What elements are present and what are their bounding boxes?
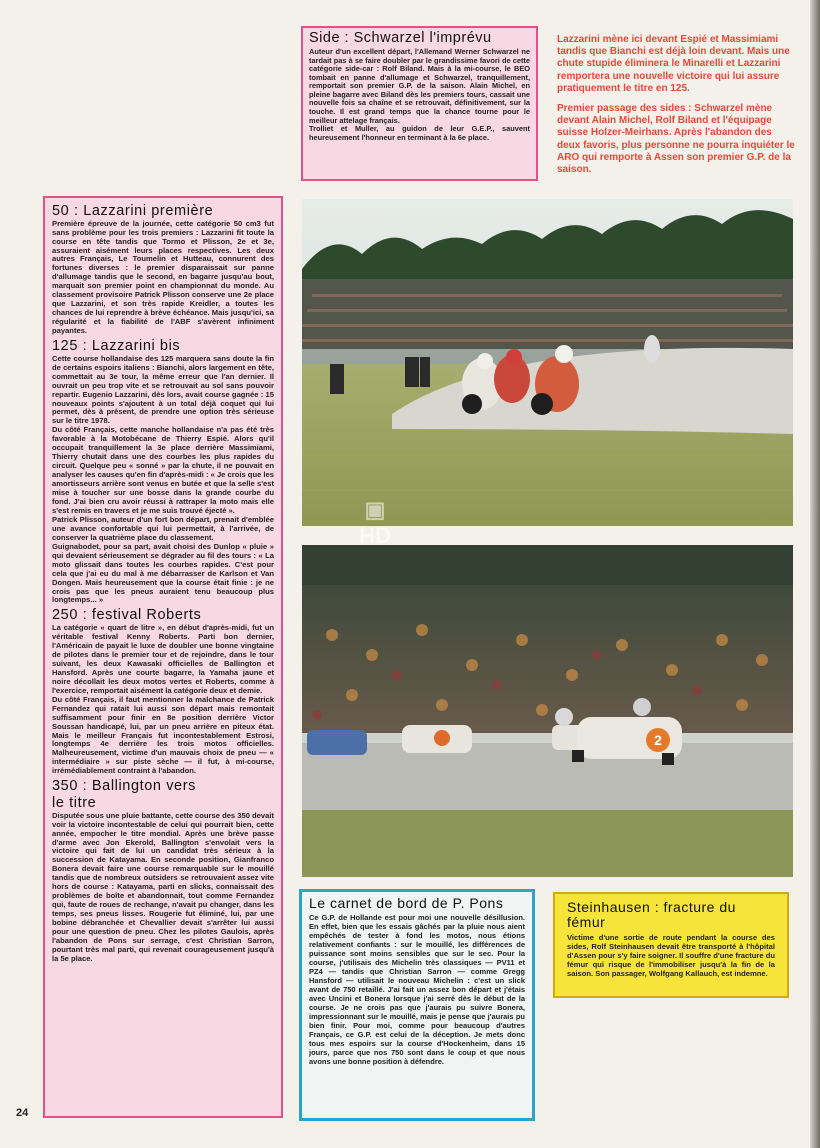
sidecar-number: 2 bbox=[654, 732, 662, 748]
paragraph: Guignabodet, pour sa part, avait choisi des Dunlop « pluie » qui devaient sérieusement se dégrader au fil des tours : « La moto glissait dans toutes les courbes rapides. C'est pour cela que j'ai eu du mal à me débarrasser de Karlson et Van Dongen. Mais heureusement que la course était finie : je ne crois pas que les pneus auraient tenu beaucoup plus longtemps... » bbox=[52, 541, 274, 605]
side-box-paragraph-2: Trolliet et Muller, au guidon de leur G.E.P., sauvent heureusement l'honneur en terminant à la 6e place. bbox=[309, 124, 530, 142]
photo-sidecar-race bbox=[302, 545, 793, 877]
paragraph: Du côté Français, il faut mentionner la malchance de Patrick Fernandez qui ratait lui aussi son départ mais remontait suffisamment pour finir en 8e position derrière Victor Soussan handicapé, lui, par un pneu arrière en piteux état. Mais le meilleur Français fut incontestablement Estrosi, longtemps 4e derrière les trois motos officielles. Malheureusement, victime d'un mauvais choix de pneu — « intermédiaire » sur piste sèche — il fut, à mi-course, irrémédiablement contraint à l'abandon. bbox=[52, 694, 274, 776]
page-number: 24 bbox=[16, 1107, 29, 1119]
photo-125-race-image bbox=[302, 199, 793, 526]
steinhausen-box-body: Victime d'une sortie de route pendant la course des sides, Rolf Steinhausen devait être transporté à l'hôpital d'Assen pour s'y faire soigner. Il souffre d'une fracture du fémur qui risque de l'immobiliser jusqu'à la fin de la saison. Son passager, Wolfgang Kallauch, est indemne. bbox=[567, 932, 775, 979]
side-schwarzel-box bbox=[301, 26, 538, 181]
paragraph: Du côté Français, cette manche hollandaise n'a pas été très favorable à la Motobécane de Thierry Espié. Alors qu'il occupait tranquillement la 3e place derrière Massimiami, Thierry chutait dans une des courbes les plus rapides du circuit. Quelque peu « sonné » par la chute, il ne pouvait en analyser les causes qu'en fin d'après-midi : « Je crois que les amortisseurs arrière sont venus en butée et que la selle s'est mise à toucher sur une bosse dans la grande courbe du fond. J'ai bien cru avoir réussi à rattraper la moto mais elle s'est remis en travers et je me suis trouvé éjecté ». bbox=[52, 425, 274, 515]
caption-top-photo: Lazzarini mène ici devant Espié et Massimiami tandis que Bianchi est déjà loin devant. Mais une chute stupide éliminera le Minarelli et Lazzarini remportera une nouvelle victoire qui lui assure pratiquement le titre en 125. bbox=[557, 34, 790, 94]
section-body-125 bbox=[52, 355, 274, 606]
pons-box-title: Le carnet de bord de P. Pons bbox=[309, 895, 504, 911]
photo-captions bbox=[557, 34, 795, 176]
page-edge-shadow bbox=[810, 0, 820, 1148]
watermark-logo: ▣ HD bbox=[359, 497, 391, 548]
side-box-title: Side : Schwarzel l'imprévu bbox=[309, 30, 492, 46]
pons-logbook-box bbox=[299, 889, 535, 1121]
section-title-50: 50 : Lazzarini première bbox=[52, 203, 214, 219]
paragraph: Patrick Plisson, auteur d'un fort bon départ, prenait d'emblée une avance confortable qui lui permettait, à l'arrivée, de conserver la quatrième place du classement. bbox=[52, 514, 274, 542]
pons-box-body: Ce G.P. de Hollande est pour moi une nouvelle désillusion. En effet, bien que les essais gâchés par la pluie nous aient empêchés de tester à fond les motos, nous étions relativement confiants : sur le mouillé, les différences de puissance sont moins sensibles que sur le sec. Pour la course, j'utilisais des Michelin très classiques — PV11 et PZ4 — tandis que Christian Sarron — comme Gregg Hansford — utilisait le nouveau Michelin : c'est un slick avant de 750 retaillé. J'ai fait un assez bon départ et j'étais avec Uncini et Bonera lorsque j'ai serré dès le début de la course. Je ne crois pas que j'aurais pu suivre Bonera, impressionnant sur le mouillé, mais je pense que j'aurais pu bien finir. Pour moi, comme pour beaucoup d'autres Français, ce G.P. est celui de la déception. Je mets donc tous mes espoirs sur la course d'Hockenheim, dans 15 jours, parce que nos 750 sont dans le coup et que nous avons une bonne position à défendre. bbox=[309, 913, 525, 1067]
side-box-paragraph-1: Auteur d'un excellent départ, l'Allemand Werner Schwarzel ne tardait pas à se faire doubler par le grandissime favori de cette catégorie side-car : Rolf Biland. Mais à la mi-course, le BEO tombait en panne d'allumage et Schwarzel, tranquillement, remportait son premier G.P. de la saison. Alain Michel, en pleine bagarre avec Biland dès les premiers tours, cassait une nouvelle fois sa chaîne et se retrouvait, définitivement, sur la touche. Il est grand temps que la chance tourne pour le meilleur attelage français. bbox=[309, 46, 530, 125]
results-column bbox=[43, 196, 283, 1118]
side-box-body bbox=[309, 48, 530, 142]
paragraph: La catégorie « quart de litre », en début d'après-midi, fut un véritable festival Kenny Roberts. Parti bon dernier, l'Américain de payait le luxe de doubler une bonne vingtaine de pilotes dans le premier tour et de rejoindre, dans le tour suivant, les deux Kawasaki officielles de Ballington et Hansford. Après une courte bagarre, la Yamaha jaune et noire décollait les deux motos vertes et Roberts, comme à l'exercice, remportait aisément la catégorie deux et demie. bbox=[52, 623, 274, 695]
section-title-350: 350 : Ballington vers le titre bbox=[52, 778, 196, 811]
photo-125-race bbox=[302, 199, 793, 526]
section-title-125: 125 : Lazzarini bis bbox=[52, 338, 181, 355]
paragraph: Cette course hollandaise des 125 marquera sans doute la fin de certains espoirs italiens : Bianchi, alors largement en tête, commettait au 3e tour, la même erreur que l'an dernier. Il ouvrait un peu trop vite et se retrouvait au sol sans pouvoir repartir. Eugenio Lazzarini, dès lors, avait course gagnée : 15 nouveaux points s'ajoutent à un total déjà coquet qui lui permet, dès à présent, de prendre une option très sérieuse sur le titre 1978. bbox=[52, 353, 274, 426]
section-body-50: Première épreuve de la journée, cette catégorie 50 cm3 fut sans problème pour les trois premiers : Lazzarini fit toute la course en tête tandis que Tormo et Plisson, 2e et 3e, assuraient aisément leurs places respectives. Les deux autres Français, Le Toumelin et Hutteau, connurent des fortunes diverses : le premier disparaissait sur panne d'allumage tandis que le second, en bagarre jusqu'au bout, marquait son premier point en championnat du monde. Au classement provisoire Patrick Plisson conserve une 2e place que Lazzarini, et son très rapide Kreidler, a toutes les chances de lui reprendre à brève échéance. Mais jusqu'ici, sa régularité et la fiabilité de l'ABF s'avèrent infiniment payantes. bbox=[52, 218, 274, 336]
steinhausen-box-title: Steinhausen : fracture du fémur bbox=[567, 899, 736, 931]
section-body-250 bbox=[52, 624, 274, 776]
caption-bottom-photo: Premier passage des sides : Schwarzel mène devant Alain Michel, Rolf Biland et l'équipage suisse Holzer-Meirhans. Après l'abandon des deux favoris, plus personne ne pourra inquiéter le ARO qui remporte à Assen son premier G.P. de la saison. bbox=[557, 102, 795, 175]
steinhausen-box bbox=[553, 892, 789, 998]
section-title-250: 250 : festival Roberts bbox=[52, 607, 202, 624]
photo-sidecar-race-image bbox=[302, 545, 793, 877]
section-body-350: Disputée sous une pluie battante, cette course des 350 devait voir la victoire incontestable de celui qui pourrait bien, cette année, empocher le titre mondial. Après une brève passe d'arme avec Jon Ekerold, Ballington s'envolait vers la victoire qui fait de lui un candidat très sérieux à la succession de Katayama. En seconde position, Gianfranco Bonera devait faire une course remarquable sur le mouillé tandis que de nombreux outsiders se retrouvaient assez vite hors de course : Katayama, parti en slicks, connaissait des problèmes de boîte et abandonnait, tout comme Fernandez qui, faute de roues de rechange, n'avait pu changer, dans les temps, ses pneus lisses. Rougerie fut éliminé, lui, par une bobine débranchée et Chevallier devait s'arrêter lui aussi pour une question de pneu. Chez les pilotes Gaulois, après l'abandon de Pons sur serrage, c'est Christian Sarron, pourtant très mal parti, qui revenait courageusement jusqu'à la 5e place. bbox=[52, 810, 274, 963]
